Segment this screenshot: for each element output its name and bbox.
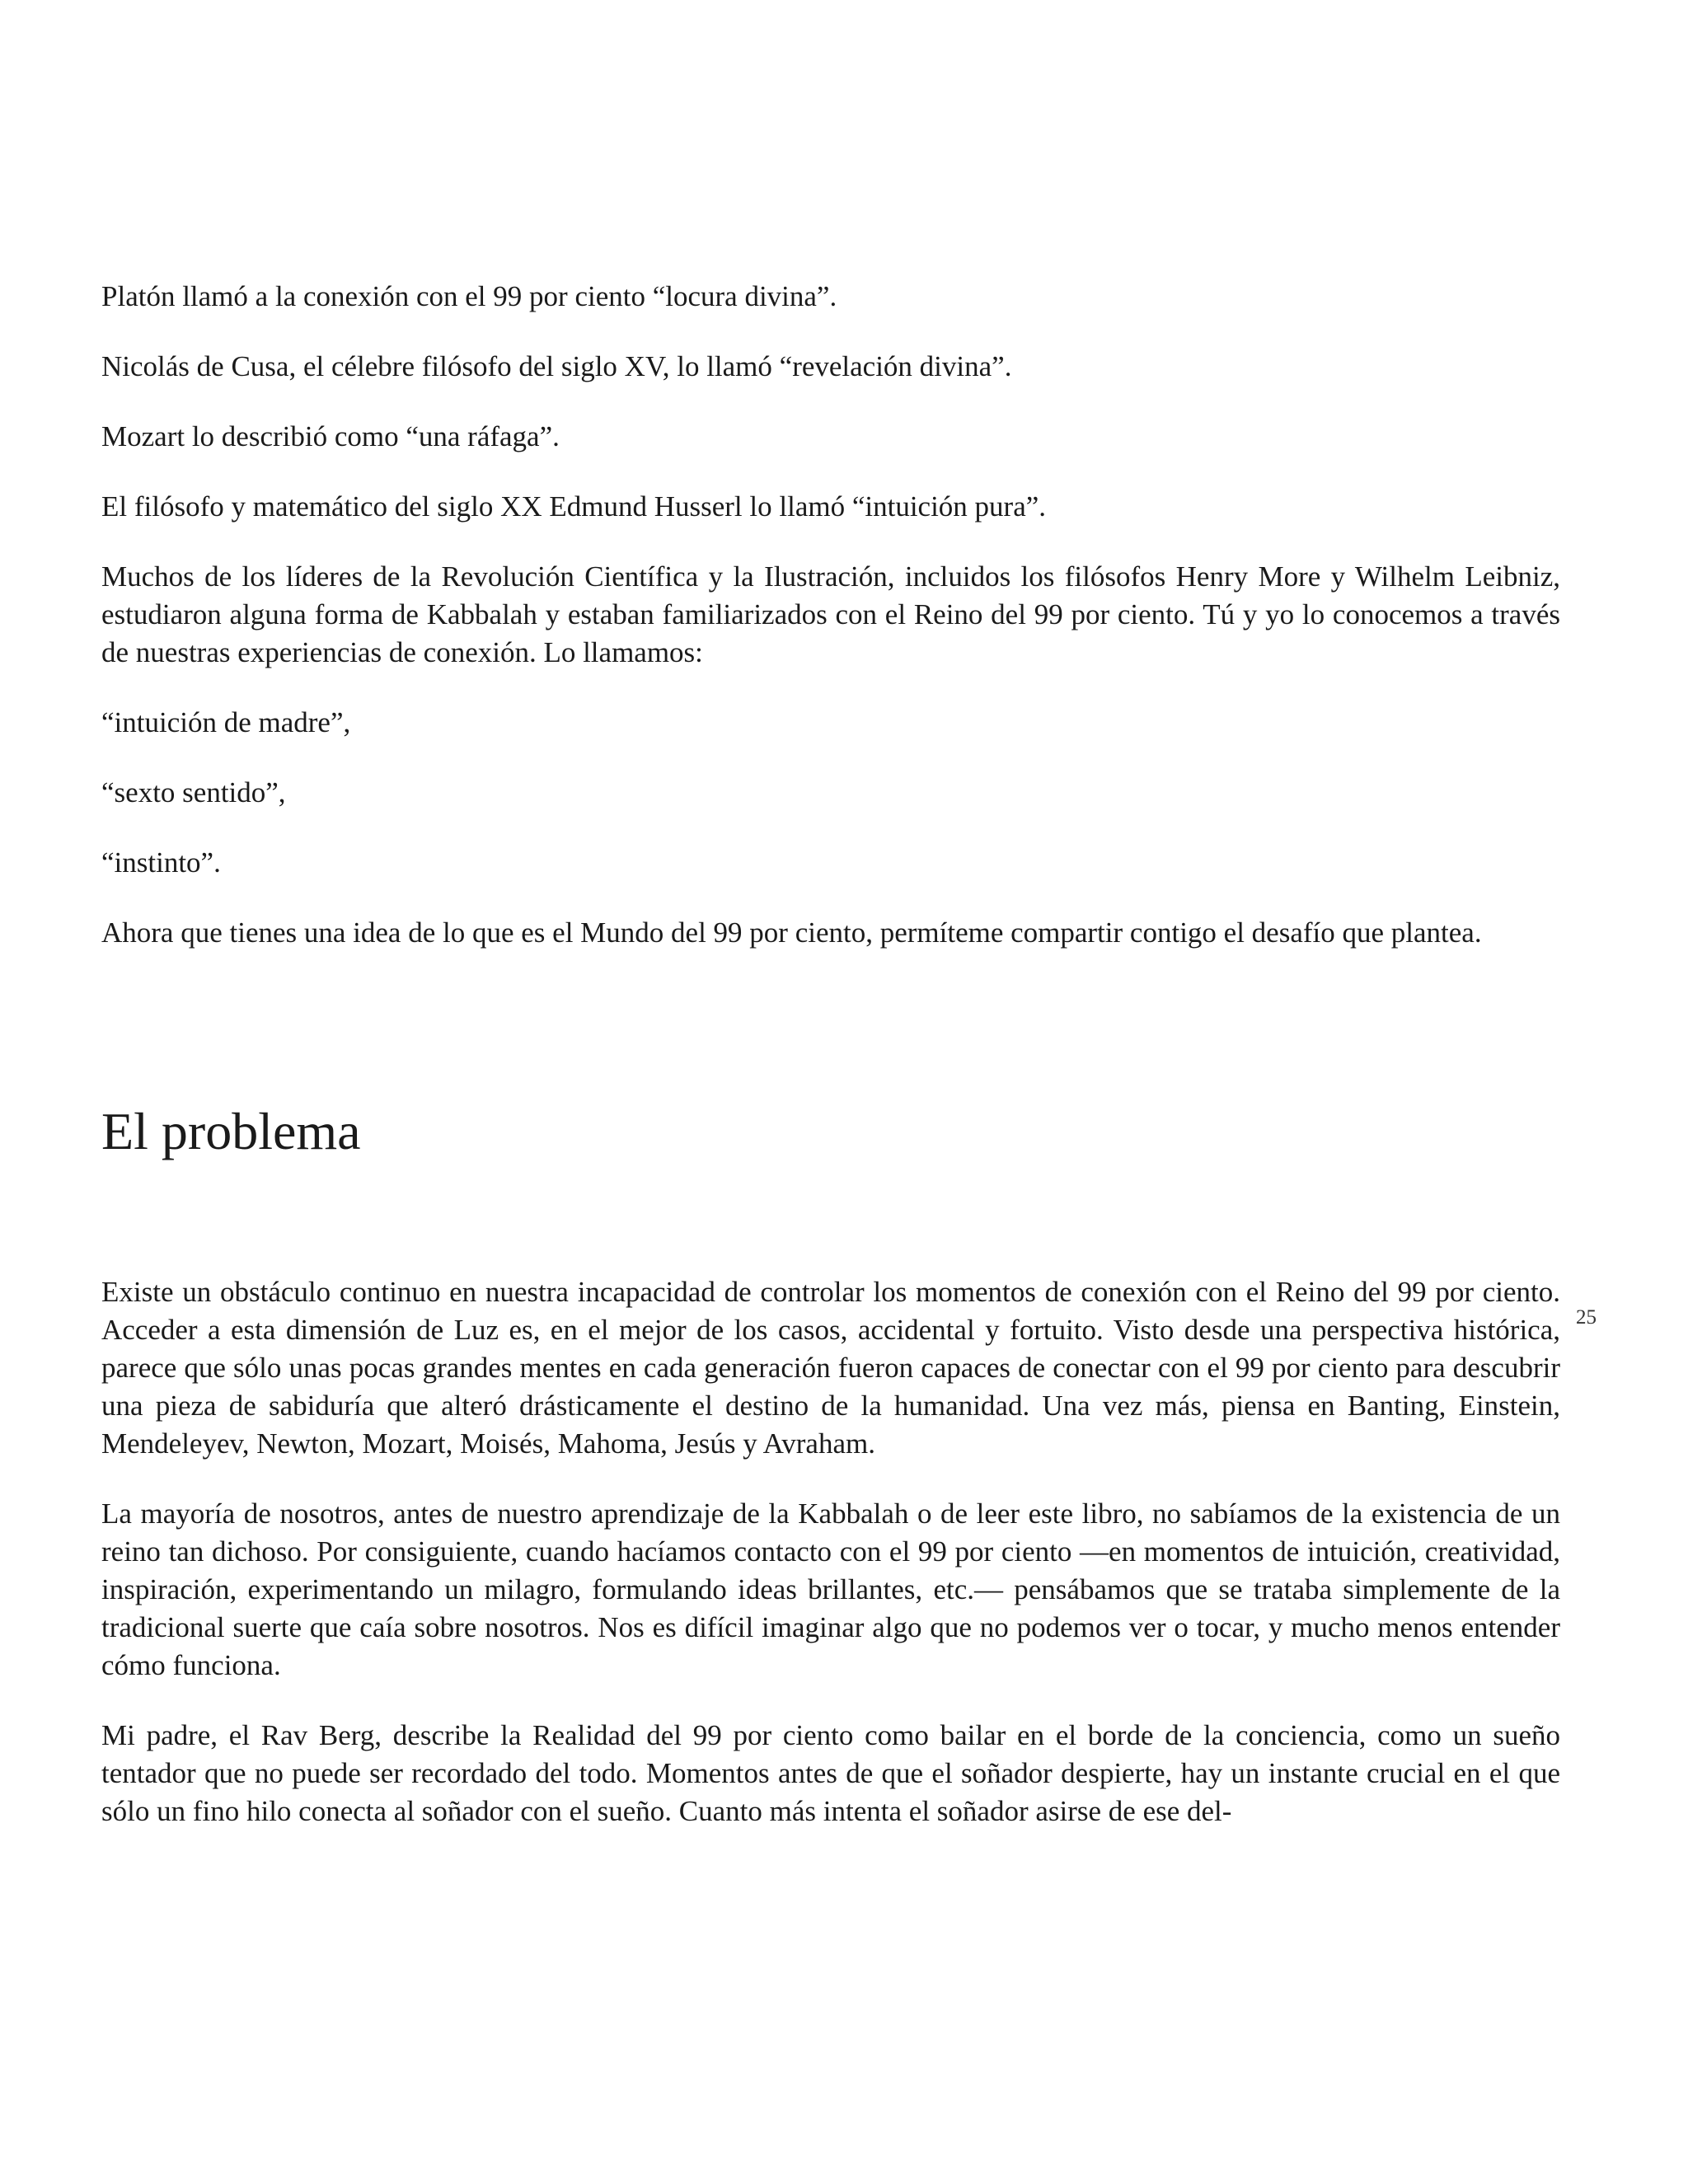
paragraph-plato: Platón llamó a la conexión con el 99 por ciento “locura divina”. [101, 280, 837, 312]
paragraph-nicolas-de-cusa: Nicolás de Cusa, el célebre filósofo del siglo XV, lo llamó “revelación divina”. [101, 350, 1012, 382]
paragraph-scientific-revolution: Muchos de los líderes de la Revolución Científica y la Ilustración, incluidos los filósofos Henry More y Wilhelm Leibniz, estudiaron alguna forma de Kabbalah y estaban familiarizados con el Reino del 99 por ciento. Tú y yo lo conocemos a través de nuestras experiencias de conexión. Lo llamamos: [101, 560, 1560, 668]
list-item-sexto-sentido: “sexto sentido”, [101, 776, 286, 808]
page-content [101, 278, 1560, 1827]
section-body [101, 1273, 1560, 1863]
paragraph-husserl: El filósofo y matemático del siglo XX Edmund Husserl lo llamó “intuición pura”. [101, 490, 1047, 523]
paragraph-rav-berg: Mi padre, el Rav Berg, describe la Realidad del 99 por ciento como bailar en el borde de la conciencia, como un sueño tentador que no puede ser recordado del todo. Momentos antes de que el soñador despierte, hay un instante crucial en el que sólo un fino hilo conecta al soñador con el sueño. Cuanto más intenta el soñador asirse de ese del- [101, 1719, 1560, 1827]
paragraph-obstacle: Existe un obstáculo continuo en nuestra incapacidad de controlar los momentos de conexión con el Reino del 99 por ciento. Acceder a esta dimensión de Luz es, en el mejor de los casos, accidental y fortuito. Visto desde una perspectiva histórica, parece que sólo unas pocas grandes mentes en cada generación fueron capaces de conectar con el 99 por ciento para descubrir una pieza de sabiduría que alteró drásticamente el destino de la humanidad. Una vez más, piensa en Banting, Einstein, Mendeleyev, Newton, Mozart, Moisés, Mahoma, Jesús y Avraham. [101, 1276, 1560, 1460]
page-number: 25 [1576, 1306, 1597, 1329]
list-item-instinto: “instinto”. [101, 846, 221, 879]
section-heading: El problema [101, 1102, 361, 1160]
list-item-intuicion-de-madre: “intuición de madre”, [101, 706, 351, 738]
paragraph-majority: La mayoría de nosotros, antes de nuestro aprendizaje de la Kabbalah o de leer este libro, no sabíamos de la existencia de un reino tan dichoso. Por consiguiente, cuando hacíamos contacto con el 99 por ciento —en momentos de intuición, creatividad, inspiración, experimentando un milagro, formulando ideas brillantes, etc.— pensábamos que se trataba simplemente de la tradicional suerte que caía sobre nosotros. Nos es difícil imaginar algo que no podemos ver o tocar, y mucho menos entender cómo funciona. [101, 1497, 1560, 1681]
paragraph-transition: Ahora que tienes una idea de lo que es el Mundo del 99 por ciento, permíteme compartir contigo el desafío que plantea. [101, 916, 1482, 949]
paragraph-mozart: Mozart lo describió como “una ráfaga”. [101, 420, 560, 452]
